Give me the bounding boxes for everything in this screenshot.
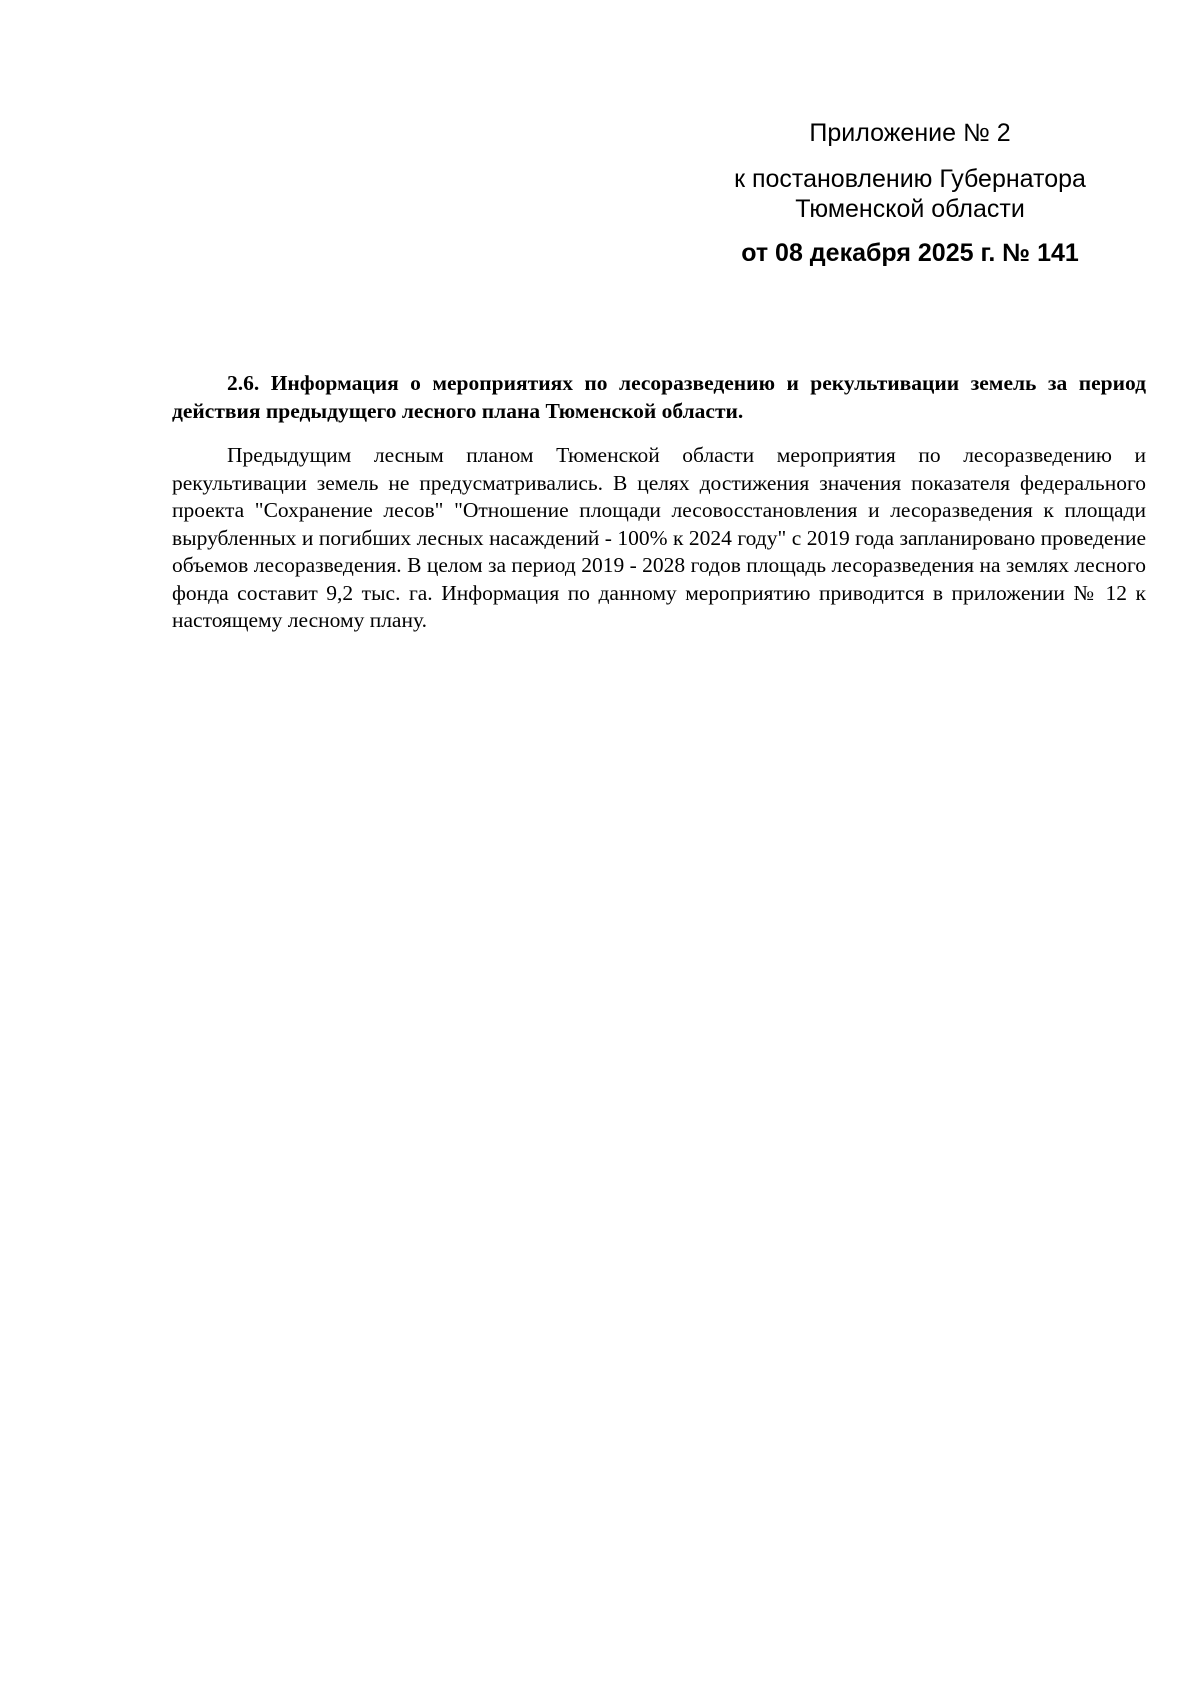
section-heading: 2.6. Информация о мероприятиях по лесоразведению и рекультивации земель за период действия предыдущего лесного плана Тюменской области.: [172, 371, 1146, 423]
appendix-number: Приложение № 2: [809, 119, 1011, 147]
appendix-stamp: [700, 118, 1120, 268]
resolution-reference: к постановлению Губернатора: [734, 165, 1086, 193]
region-name: Тюменской области: [795, 195, 1025, 223]
section-body: Предыдущим лесным планом Тюменской области мероприятия по лесоразведению и рекультивации земель не предусматривались. В целях достижения значения показателя федерального проекта "Сохранение лесов" "Отношение площади лесовосстановления и лесоразведения к площади вырубленных и погибших лесных насаждений - 100% к 2024 году" с 2019 года запланировано проведение объемов лесоразведения. В целом за период 2019 - 2028 годов площадь лесоразведения на землях лесного фонда составит 9,2 тыс. га. Информация по данному мероприятию приводится в приложении № 12 к настоящему лесному плану.: [172, 443, 1146, 632]
resolution-date-number: от 08 декабря 2025 г. № 141: [741, 239, 1079, 267]
section-content: [172, 370, 1146, 635]
